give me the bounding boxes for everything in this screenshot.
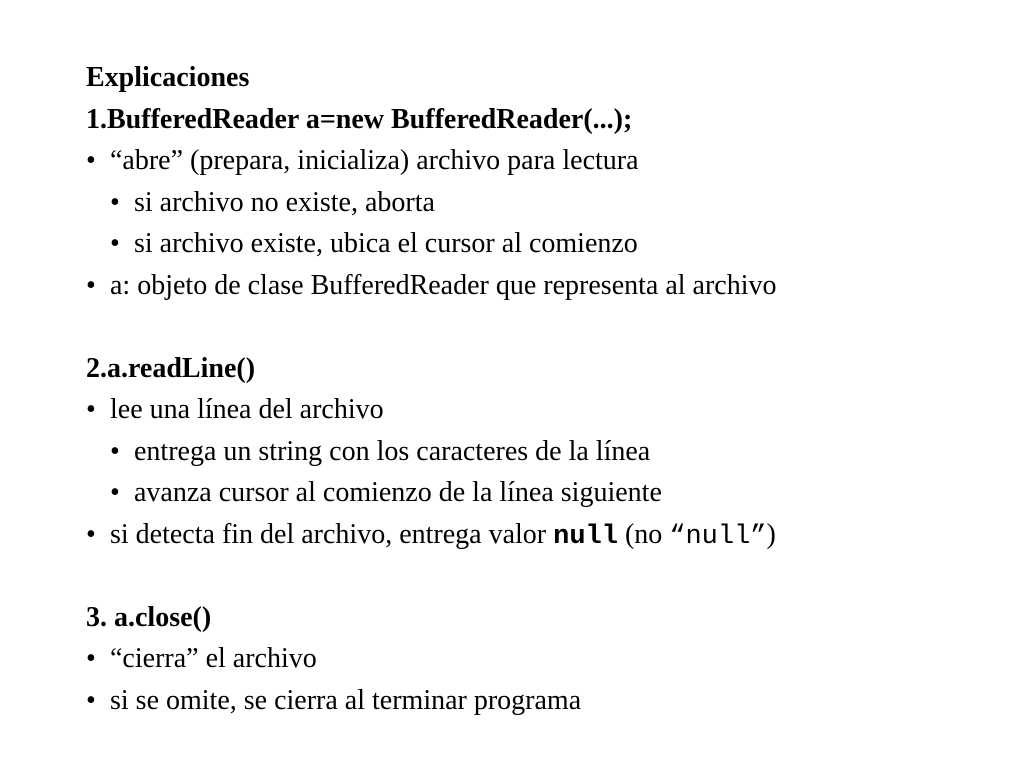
bullet-icon: • (110, 435, 120, 467)
code-quoted-null: “null” (669, 521, 767, 552)
list-item (86, 140, 1006, 182)
list-item (86, 680, 1006, 722)
list-item-text: “cierra” el archivo (110, 643, 317, 674)
list-item-text: si se omite, se cierra al terminar programa (110, 684, 582, 716)
bullet-icon: • (86, 518, 96, 550)
section-spacer (86, 555, 1006, 597)
bullet-icon: • (86, 394, 96, 425)
list-item-text: lee una línea del archivo (110, 394, 384, 425)
list-item-text: avanza cursor al comienzo de la línea siguiente (134, 477, 662, 508)
bullet-icon: • (86, 269, 96, 301)
bullet-icon: • (110, 186, 120, 218)
bullet-icon: • (110, 477, 120, 508)
list-item (86, 223, 1006, 265)
code-null: null (553, 521, 618, 552)
section-heading-readline: 2.a.readLine() (86, 352, 256, 384)
list-item (86, 389, 1006, 431)
list-item (86, 431, 1006, 473)
null-item-text-mid: (no (617, 518, 670, 550)
section-heading-close: 3. a.close() (86, 601, 212, 633)
slide-content (86, 57, 1006, 721)
list-item-text: a: objeto de clase BufferedReader que representa al archivo (110, 269, 777, 301)
list-item-null (86, 514, 1006, 556)
bullet-icon: • (86, 643, 96, 674)
section-spacer (86, 306, 1006, 348)
null-item-text-before: si detecta fin del archivo, entrega valor (110, 518, 554, 550)
bullet-icon: • (86, 684, 96, 716)
list-item (86, 472, 1006, 514)
list-item-text: “abre” (prepara, inicializa) archivo para lectura (110, 145, 639, 176)
list-item-text: entrega un string con los caracteres de la línea (134, 435, 651, 467)
bullet-icon: • (86, 145, 96, 176)
list-item-text: si archivo no existe, aborta (134, 186, 435, 218)
null-item-text-after: ) (766, 518, 776, 550)
list-item (86, 182, 1006, 224)
bullet-icon: • (110, 228, 120, 259)
slide-title: Explicaciones (86, 62, 250, 93)
list-item (86, 265, 1006, 307)
section-heading-bufferedreader: 1.BufferedReader a=new BufferedReader(...); (86, 103, 633, 135)
list-item (86, 638, 1006, 680)
list-item-text: si archivo existe, ubica el cursor al comienzo (134, 228, 638, 259)
